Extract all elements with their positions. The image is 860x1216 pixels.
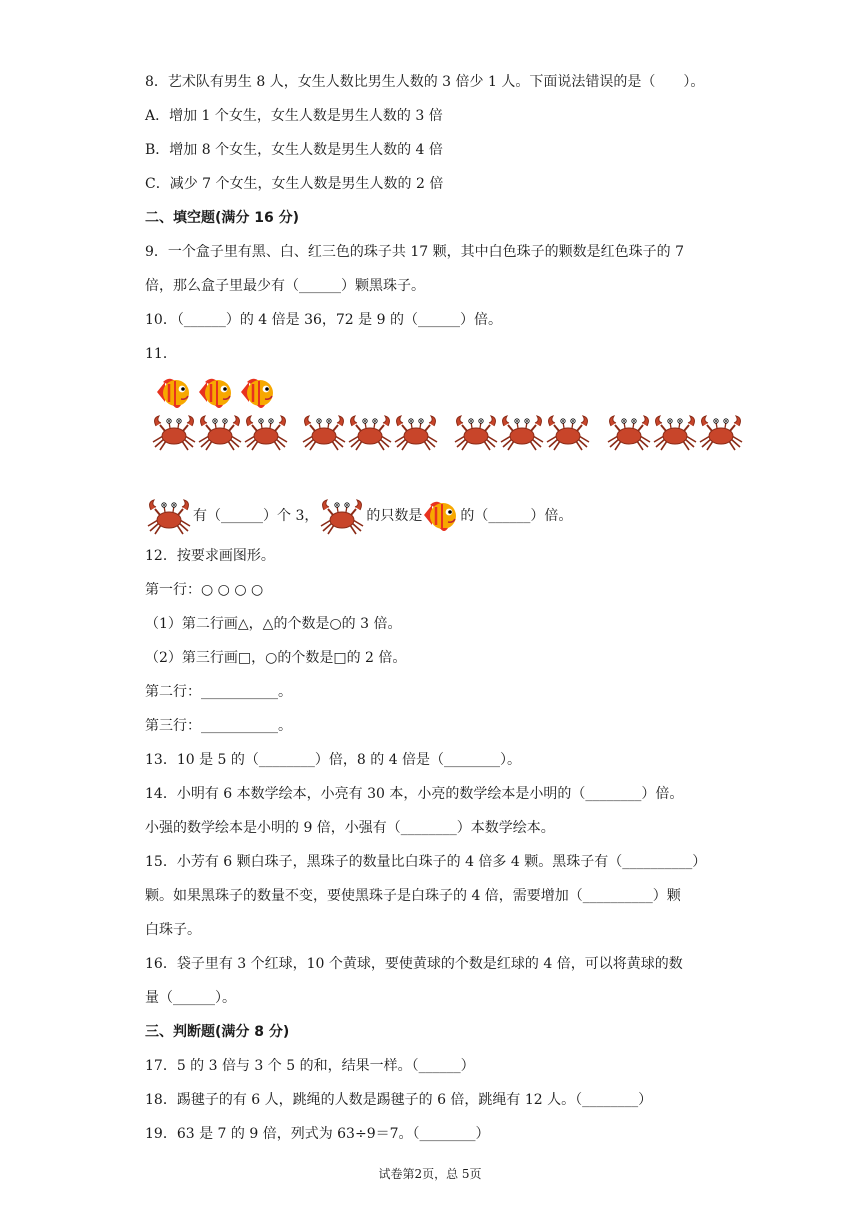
crab-icon (605, 412, 653, 452)
q10: 10．（______）的 4 倍是 36，72 是 9 的（______）倍。 (145, 312, 502, 328)
crab-icon (196, 412, 244, 452)
q8-option-b: B．增加 8 个女生，女生人数是男生人数的 4 倍 (145, 142, 443, 158)
crab-icon (346, 412, 394, 452)
crab-icon (651, 412, 699, 452)
q16-line1: 16．袋子里有 3 个红球，10 个黄球，要使黄球的个数是红球的 4 倍，可以将黄球的数 (145, 956, 683, 972)
fish-icon (155, 372, 193, 414)
q11-answer-part2: 的只数是 (366, 508, 423, 524)
q18: 18．踢毽子的有 6 人，跳绳的人数是踢毽子的 6 倍，跳绳有 12 人。（________） (145, 1092, 653, 1108)
crab-icon (697, 412, 745, 452)
q15-line1: 15．小芳有 6 颗白珠子，黑珠子的数量比白珠子的 4 倍多 4 颗。黑珠子有（__________） (145, 854, 707, 870)
crab-icon (544, 412, 592, 452)
crab-icon (452, 412, 500, 452)
fish-row (155, 372, 285, 412)
q14-line1: 14．小明有 6 本数学绘本，小亮有 30 本，小亮的数学绘本是小明的（________）倍。 (145, 786, 684, 802)
q8-option-a: A．增加 1 个女生，女生人数是男生人数的 3 倍 (145, 108, 443, 124)
q11-answer-part1: 有（______）个 3， (193, 508, 319, 524)
crab-icon (318, 496, 366, 536)
crab-icon (145, 496, 193, 536)
fish-icon (239, 372, 277, 414)
q12-stem: 12．按要求画图形。 (145, 548, 275, 564)
q11-answer-line (145, 494, 572, 538)
crab-icon (392, 412, 440, 452)
crab-icon (498, 412, 546, 452)
q13: 13．10 是 5 的（________）倍，8 的 4 倍是（________）。 (145, 752, 522, 768)
q15-line3: 白珠子。 (145, 922, 201, 938)
crab-icon (300, 412, 348, 452)
q11-answer-part3: 的（______）倍。 (460, 508, 573, 524)
q9-line2: 倍，那么盒子里最少有（______）颗黑珠子。 (145, 278, 425, 294)
section-title-fill-blank: 二、填空题(满分 16 分) (145, 210, 300, 226)
q12-req2: （2）第三行画□，○的个数是□的 2 倍。 (145, 650, 407, 666)
q12-req1: （1）第二行画△，△的个数是○的 3 倍。 (145, 616, 402, 632)
q12-row1: 第一行：○ ○ ○ ○ (145, 582, 264, 598)
crab-row (150, 412, 750, 456)
section-title-true-false: 三、判断题(满分 8 分) (145, 1024, 290, 1040)
q12-row2: 第二行：___________。 (145, 684, 292, 700)
q8-stem: 8．艺术队有男生 8 人，女生人数比男生人数的 3 倍少 1 人。下面说法错误的是（ ）。 (145, 74, 705, 90)
q17: 17．5 的 3 倍与 3 个 5 的和，结果一样。（______） (145, 1058, 475, 1074)
crab-icon (150, 412, 198, 452)
q12-row3: 第三行：___________。 (145, 718, 292, 734)
q14-line2: 小强的数学绘本是小明的 9 倍，小强有（________）本数学绘本。 (145, 820, 555, 836)
fish-icon (422, 495, 460, 537)
q15-line2: 颗。如果黑珠子的数量不变，要使黑珠子是白珠子的 4 倍，需要增加（__________）颗 (145, 888, 681, 904)
fish-icon (197, 372, 235, 414)
q16-line2: 量（______）。 (145, 990, 236, 1006)
q19: 19．63 是 7 的 9 倍，列式为 63÷9＝7。（________） (145, 1126, 490, 1142)
q8-option-c: C．减少 7 个女生，女生人数是男生人数的 2 倍 (145, 176, 444, 192)
q9-line1: 9．一个盒子里有黑、白、红三色的珠子共 17 颗，其中白色珠子的颗数是红色珠子的 7 (145, 244, 684, 260)
page-footer: 试卷第2页，总 5页 (378, 1167, 482, 1181)
crab-icon (242, 412, 290, 452)
q11-number: 11． (145, 346, 177, 362)
